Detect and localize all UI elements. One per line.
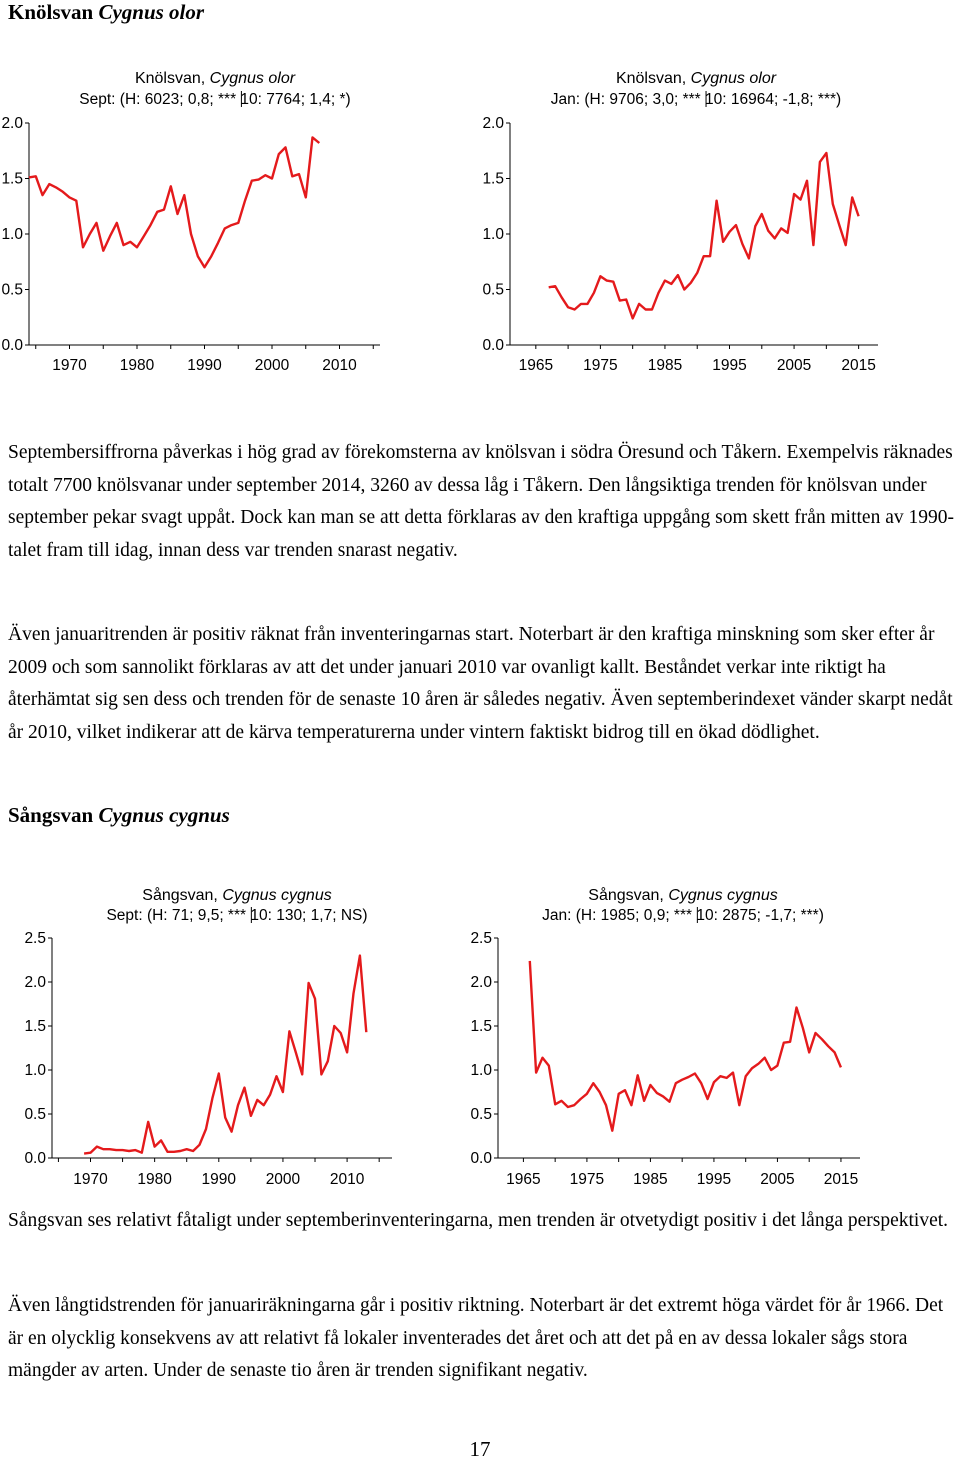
y-tick-label: 1.0	[24, 1062, 46, 1079]
heading-latin-name: Cygnus olor	[98, 0, 205, 24]
paragraph: Septembersiffrorna påverkas i hög grad av förekomsterna av knölsvan i södra Öresund och Tåkern. Exempelvis räknades totalt 7700 knölsvanar under september 2014, 3260 av dessa låg i Tåkern. Den långsiktiga trenden för knölsvan under september pekar svagt uppåt. Dock kan man se att detta förklaras av den kraftiga uppgång som skett från mitten av 1990-talet fram till idag, innan dess var trenden snarast negativ.	[8, 442, 954, 561]
chart-subtitle	[542, 907, 824, 924]
y-tick-label: 0.0	[1, 337, 23, 354]
y-tick-label: 1.0	[1, 226, 23, 243]
paragraph: Sångsvan ses relativt fåtaligt under septemberinventeringarna, men trenden är otvetydigt positiv i det långa perspektivet.	[8, 1210, 949, 1231]
x-tick-label: 2000	[265, 1171, 301, 1188]
y-tick-label: 1.0	[470, 1062, 492, 1079]
y-tick-label: 1.5	[482, 170, 504, 188]
x-tick-label: 2005	[760, 1171, 795, 1188]
y-tick-label: 0.5	[482, 281, 504, 299]
y-tick-label: 0.0	[24, 1150, 46, 1167]
y-tick-label: 0.5	[470, 1106, 492, 1123]
chart-title-species: Cygnus cygnus	[222, 887, 332, 904]
x-tick-label: 1965	[518, 357, 554, 374]
y-tick-label: 0.0	[470, 1150, 492, 1167]
x-tick-label: 1995	[712, 357, 747, 374]
paragraph: Även januaritrenden är positiv räknat från inventeringarnas start. Noterbart är den kraftiga minskning som sker efter år 2009 och som sannolikt förklaras av att det under januari 2010 var ovanligt kallt. Beståndet verkar inte riktigt ha återhämtat sig sen dess och trenden för de senaste 10 åren är således negativ. Även septemberindexet vänder skarpt nedåt år 2010, vilket indikerar att de kärva temperaturerna under vintern faktiskt bidrog till en ökad dödlighet.	[8, 624, 953, 743]
x-tick-label: 1965	[506, 1171, 541, 1188]
subtitle-left: Jan: (H: 1985; 0,9; ***	[542, 907, 697, 924]
subtitle-left: Sept: (H: 71; 9,5; ***	[106, 907, 251, 924]
heading-common-name: Knölsvan	[8, 0, 94, 24]
paragraph: Även långtidstrenden för januariräkningarna går i positiv riktning. Noterbart är det extremt höga värdet för år 1966. Det är en olycklig konsekvens av att relativt få lokaler inventerades det året och att det på en av dessa lokaler sågs stora mängder av arten. Under de senaste tio åren är trenden signifikant negativ.	[8, 1295, 944, 1381]
chart-title-plain: Sångsvan,	[142, 887, 223, 904]
heading-latin-name: Cygnus cygnus	[98, 803, 230, 827]
chart-title-plain: Sångsvan,	[588, 887, 669, 904]
x-tick-label: 1980	[119, 357, 155, 374]
x-tick-label: 2000	[254, 357, 290, 374]
chart-title-species: Cygnus olor	[209, 70, 296, 87]
y-tick-label: 2.0	[470, 974, 492, 991]
x-tick-label: 2010	[329, 1171, 365, 1188]
x-tick-label: 2015	[823, 1171, 859, 1188]
x-tick-label: 2015	[841, 357, 876, 374]
series-line	[530, 961, 841, 1131]
page-number: 17	[469, 1437, 491, 1461]
subtitle-right: 10: 7764; 1,4; *)	[240, 91, 351, 108]
heading-common-name: Sångsvan	[8, 803, 94, 827]
y-tick-label: 2.0	[482, 115, 504, 132]
x-tick-label: 1975	[583, 357, 618, 374]
chart-title-plain: Knölsvan,	[615, 70, 691, 87]
x-tick-label: 2005	[776, 357, 812, 374]
chart-title	[588, 886, 777, 904]
x-tick-label: 1985	[647, 357, 683, 374]
y-tick-label: 1.0	[482, 226, 504, 243]
x-tick-label: 1970	[52, 357, 87, 374]
y-tick-label: 2.0	[24, 974, 46, 991]
y-tick-label: 0.0	[482, 337, 504, 354]
y-tick-label: 1.5	[24, 1018, 46, 1035]
subtitle-left: Sept: (H: 6023; 0,8; ***	[79, 91, 241, 108]
x-tick-label: 1975	[569, 1171, 605, 1188]
y-tick-label: 2.0	[1, 115, 23, 132]
subtitle-right: 10: 2875; -1,7; ***)	[696, 907, 824, 924]
y-tick-label: 2.5	[470, 930, 492, 947]
subtitle-right: 10: 130; 1,7; NS)	[250, 907, 368, 924]
subtitle-left: Jan: (H: 9706; 3,0; ***	[550, 91, 706, 108]
x-tick-label: 1985	[633, 1171, 668, 1188]
x-tick-label: 1990	[201, 1171, 237, 1188]
x-tick-label: 1995	[696, 1171, 732, 1188]
chart-title-species: Cygnus olor	[690, 70, 777, 87]
y-tick-label: 1.5	[1, 170, 23, 188]
chart-title-species: Cygnus cygnus	[668, 887, 778, 904]
y-tick-label: 0.5	[1, 281, 23, 299]
x-tick-label: 2010	[322, 357, 357, 374]
chart-title-plain: Knölsvan,	[134, 70, 210, 87]
x-tick-label: 1980	[137, 1171, 172, 1188]
y-tick-label: 1.5	[470, 1018, 492, 1035]
y-tick-label: 0.5	[24, 1106, 46, 1123]
subtitle-right: 10: 16964; -1,8; ***)	[705, 91, 842, 108]
x-tick-label: 1990	[187, 357, 222, 374]
x-tick-label: 1970	[73, 1171, 108, 1188]
y-tick-label: 2.5	[24, 930, 46, 947]
